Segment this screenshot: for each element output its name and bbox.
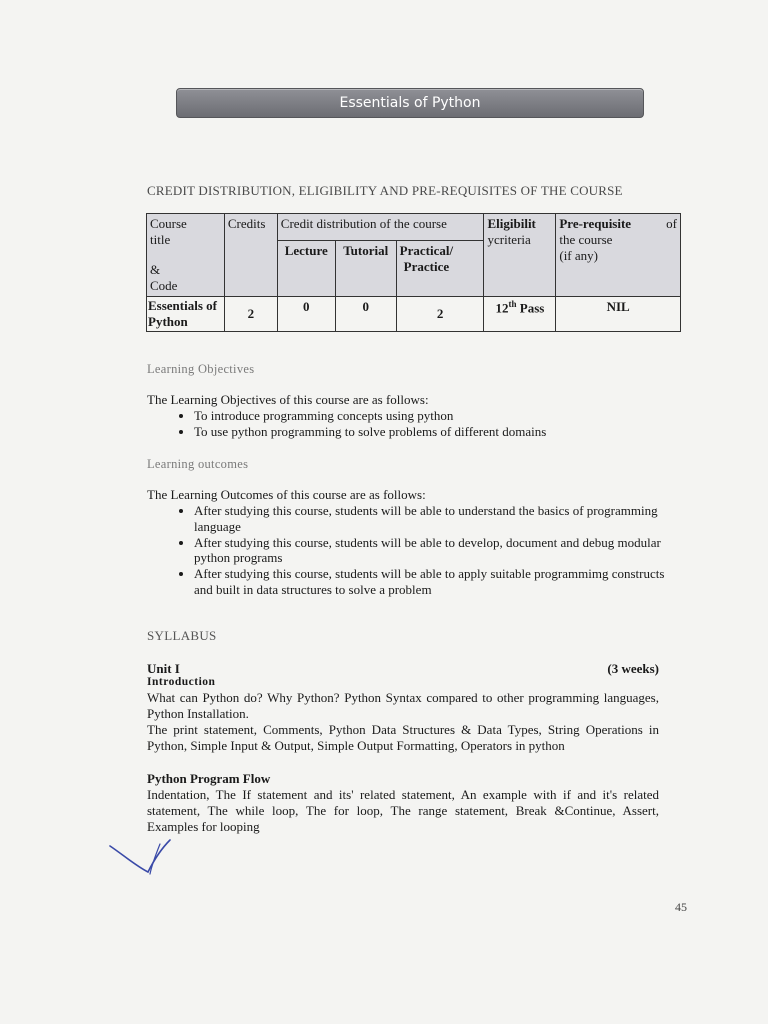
program-flow-paragraph: Indentation, The If statement and its' related statement, An example with if and it's related statement, The while loop, The for loop, The range statement, Break &Continue, Assert, Examples for looping xyxy=(147,787,659,834)
list-item: • After studying this course, students will be able to apply suitable programmimg constructs and built in data structures to solve a problem xyxy=(194,566,674,597)
header-prerequisite: Pre-requisite of the course (if any) xyxy=(556,214,681,297)
credits-cell: 2 xyxy=(224,297,277,332)
header-lecture: Lecture xyxy=(277,241,335,297)
header-tutorial: Tutorial xyxy=(335,241,396,297)
learning-outcomes-heading: Learning outcomes xyxy=(147,457,249,471)
learning-outcomes-list xyxy=(172,503,674,598)
table-header-row xyxy=(147,214,681,241)
learning-outcomes-intro: The Learning Outcomes of this course are as follows: xyxy=(147,487,426,502)
learning-objectives-list xyxy=(172,408,674,440)
list-item: • To introduce programming concepts using python xyxy=(194,408,674,424)
header-credits: Credits xyxy=(224,214,277,297)
credit-distribution-heading: CREDIT DISTRIBUTION, ELIGIBILITY AND PRE-REQUISITES OF THE COURSE xyxy=(147,183,623,198)
list-item: • To use python programming to solve problems of different domains xyxy=(194,424,674,440)
learning-objectives-heading: Learning Objectives xyxy=(147,362,255,376)
introduction-paragraph-2: The print statement, Comments, Python Data Structures & Data Types, String Operations in Python, Simple Input & Output, Simple Output Formatting, Operators in python xyxy=(147,722,659,753)
credit-distribution-table xyxy=(146,213,681,332)
course-name-cell: Essentials of Python xyxy=(147,297,225,332)
table-row xyxy=(147,297,681,332)
page-number: 45 xyxy=(675,900,687,914)
unit-title: Unit I xyxy=(147,661,180,676)
list-item: • After studying this course, students will be able to understand the basics of programming language xyxy=(194,503,674,534)
eligibility-cell: 12th Pass xyxy=(484,297,556,332)
course-title: Essentials of Python xyxy=(339,95,481,111)
practical-cell: 2 xyxy=(396,297,484,332)
list-item: • After studying this course, students will be able to develop, document and debug modular python programs xyxy=(194,535,674,566)
tutorial-cell: 0 xyxy=(335,297,396,332)
unit-duration: (3 weeks) xyxy=(607,661,659,676)
introduction-paragraph-1: What can Python do? Why Python? Python Syntax compared to other programming languages, Python Installation. xyxy=(147,690,659,721)
unit-heading xyxy=(147,661,659,677)
signature-mark-icon xyxy=(108,836,178,878)
header-eligibility: Eligibilit ycriteria xyxy=(484,214,556,297)
learning-objectives-intro: The Learning Objectives of this course are as follows: xyxy=(147,392,429,407)
program-flow-heading: Python Program Flow xyxy=(147,771,271,786)
course-title-banner xyxy=(176,88,644,118)
lecture-cell: 0 xyxy=(277,297,335,332)
introduction-heading: Introduction xyxy=(147,676,216,688)
header-credit-distribution: Credit distribution of the course xyxy=(277,214,484,241)
syllabus-heading: SYLLABUS xyxy=(147,628,217,643)
prerequisite-cell: NIL xyxy=(556,297,681,332)
header-course-title-code: Course title & Code xyxy=(147,214,225,297)
header-practical: Practical/ Practice xyxy=(396,241,484,297)
